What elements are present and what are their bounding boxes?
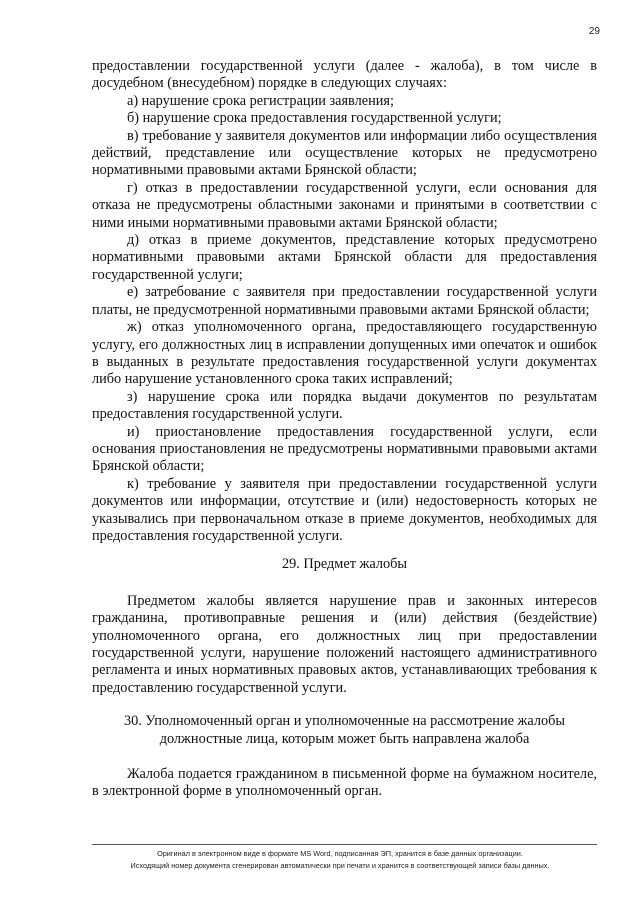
section-30-title-line2: должностные лица, которым может быть направлена жалоба	[159, 730, 530, 747]
list-item-e: е) затребование с заявителя при предоставлении государственной услуги платы, не предусмотренной нормативными правовыми актами Брянской области;	[92, 284, 597, 318]
list-item-i: и) приостановление предоставления государственной услуги, если основания приостановления не предусмотрены нормативными правовыми актами Брянской области;	[92, 423, 597, 475]
intro-paragraph: предоставлении государственной услуги (далее - жалоба), в том числе в досудебном (внесудебном) порядке в следующих случаях:	[92, 58, 597, 92]
page-number: 29	[588, 26, 600, 37]
section-29-body: Предметом жалобы является нарушение прав и законных интересов гражданина, противоправные решения и (или) действия (бездействие) уполномоченного органа, его должностных лиц при предоставлении государственной услуги, нарушение положений настоящего административного регламента и иных нормативных правовых актов, устанавливающих требования к предоставлению государственной услуги.	[92, 592, 597, 696]
footer-line-2: Исходящий номер документа сгенерирован автоматически при печати и хранится в соответствующей записи базы данных.	[130, 861, 550, 870]
footer-divider	[92, 844, 597, 845]
document-body	[92, 58, 597, 801]
list-item-v: в) требование у заявителя документов или информации либо осуществления действий, представление или осуществление которых не предусмотрено нормативными правовыми актами Брянской области;	[92, 127, 597, 179]
section-30-body: Жалоба подается гражданином в письменной форме на бумажном носителе, в электронной форме в уполномоченный орган.	[92, 766, 597, 800]
list-item-zh: ж) отказ уполномоченного органа, предоставляющего государственную услугу, его должностных лиц в исправлении допущенных ими опечаток и ошибок в выданных в результате предоставления государственной услуги документах либо нарушение установленного срока таких исправлений;	[92, 319, 597, 388]
list-item-z: з) нарушение срока или порядка выдачи документов по результатам предоставления государственной услуги.	[92, 388, 597, 423]
footer-line-1: Оригинал в электронном виде в формате MS Word, подписанная ЭП, хранится в базе данных организации.	[157, 849, 523, 858]
section-30-title-line1: 30. Уполномоченный орган и уполномоченные на рассмотрение жалобы	[123, 713, 566, 730]
footer-note	[60, 848, 620, 872]
list-item-d: д) отказ в приеме документов, представление которых предусмотрено нормативными правовыми актами Брянской области для предоставления государственной услуги;	[92, 232, 597, 283]
list-item-b: б) нарушение срока предоставления государственной услуги;	[127, 110, 502, 127]
list-item-k: к) требование у заявителя при предоставлении государственной услуги документов или информации, отсутствие и (или) недостоверность которых не указывались при первоначальном отказе в приеме документов, необходимых для предоставления государственной услуги.	[92, 475, 597, 544]
section-29-title: 29. Предмет жалобы	[281, 556, 408, 573]
list-item-g: г) отказ в предоставлении государственной услуги, если основания для отказа не предусмотрены областными законами и принятыми в соответствии с ними иными нормативными правовыми актами Брянской области;	[92, 179, 597, 231]
section-30-heading	[92, 713, 597, 748]
list-item-a: а) нарушение срока регистрации заявления;	[127, 92, 394, 109]
